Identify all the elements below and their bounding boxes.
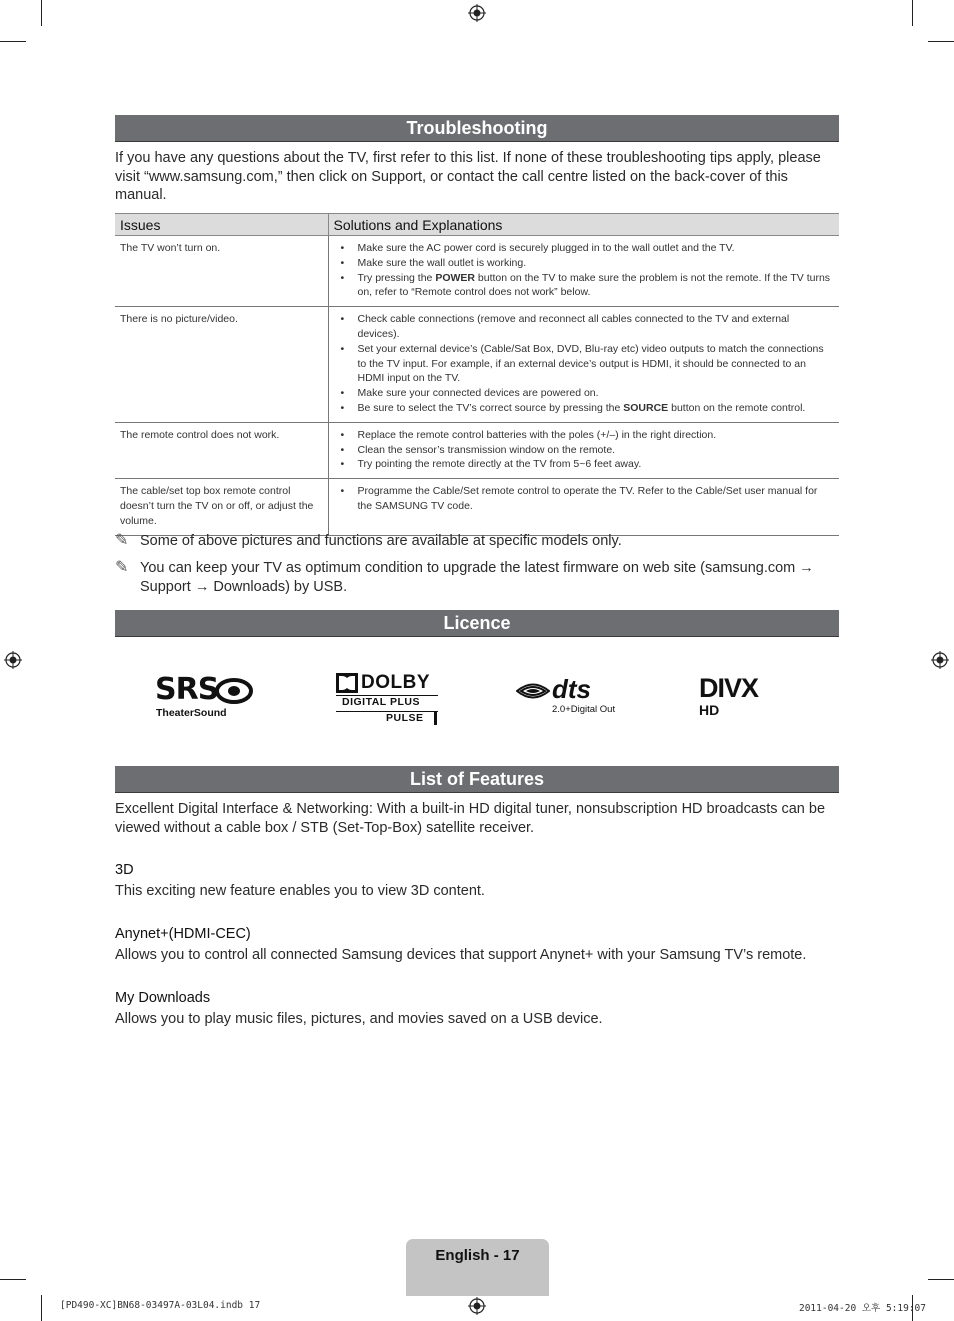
troubleshooting-table xyxy=(115,213,839,536)
crop-mark xyxy=(41,0,42,26)
crop-mark xyxy=(0,1279,26,1280)
divx-logo-text: DIVX xyxy=(699,673,759,703)
dts-logo-subtext: 2.0+Digital Out xyxy=(552,704,616,715)
table-row xyxy=(115,236,839,307)
column-header-solutions: Solutions and Explanations xyxy=(328,214,839,236)
dolby-digital-plus-logo xyxy=(336,673,438,726)
issue-cell: The TV won’t turn on. xyxy=(115,236,328,307)
list-item: • Replace the remote control batteries with the poles (+/–) in the right direction. xyxy=(341,428,835,443)
srs-logo-subtext: TheaterSound xyxy=(156,707,227,719)
dts-logo-text: dts xyxy=(552,674,591,704)
note-pencil-icon: ✎ xyxy=(115,559,129,576)
note-text: You can keep your TV as optimum condition to upgrade the latest firmware on web site (samsung.com → Support → Downloads) by USB. xyxy=(140,560,814,595)
list-item: • Try pointing the remote directly at the TV from 5~6 feet away. xyxy=(341,457,835,472)
dolby-digital-plus-text: DIGITAL PLUS xyxy=(342,696,420,708)
issue-cell: The remote control does not work. xyxy=(115,422,328,478)
registration-mark-icon xyxy=(931,651,949,669)
list-item: • Try pressing the POWER button on the TV to make sure the problem is not the remote. If the TV turns on, refer to “Remote control does not work” below. xyxy=(341,271,835,301)
solutions-cell xyxy=(328,479,839,535)
feature-title-3d: 3D xyxy=(115,862,134,878)
list-item: • Be sure to select the TV’s correct source by pressing the SOURCE button on the remote control. xyxy=(341,401,835,416)
feature-body-3d: This exciting new feature enables you to view 3D content. xyxy=(115,883,485,899)
issue-cell: The cable/set top box remote control doesn’t turn the TV on or off, or adjust the volume. xyxy=(115,479,328,535)
dts-swoosh-icon xyxy=(516,682,550,700)
crop-mark xyxy=(0,41,26,42)
list-item: • Make sure your connected devices are powered on. xyxy=(341,386,835,401)
note-models xyxy=(115,532,839,551)
note-firmware xyxy=(115,559,839,596)
list-item: • Make sure the AC power cord is securely plugged in to the wall outlet and the TV. xyxy=(341,241,835,256)
features-intro: Excellent Digital Interface & Networking: With a built-in HD digital tuner, nonsubscription HD broadcasts can be viewed without a cable box / STB (Set-Top-Box) satellite receiver. xyxy=(115,801,826,836)
list-item: • Programme the Cable/Set remote control to operate the TV. Refer to the Cable/Set user manual for the SAMSUNG TV code. xyxy=(341,484,835,514)
registration-mark-icon xyxy=(468,1297,486,1315)
feature-body-anynet: Allows you to control all connected Samsung devices that support Anynet+ with your Samsung TV’s remote. xyxy=(115,947,807,963)
table-row xyxy=(115,307,839,423)
note-pencil-icon: ✎ xyxy=(115,532,129,549)
troubleshooting-intro: If you have any questions about the TV, first refer to this list. If none of these troubleshooting tips apply, please visit “www.samsung.com,” then click on Support, or contact the call centre listed on the back-cover of this manual. xyxy=(115,150,821,203)
crop-mark xyxy=(928,41,954,42)
troubleshooting-table-body xyxy=(115,236,839,536)
list-item: • Clean the sensor’s transmission window on the remote. xyxy=(341,443,835,458)
dolby-logo-text: DOLBY xyxy=(361,672,430,693)
solutions-list xyxy=(341,241,835,300)
licence-heading: Licence xyxy=(115,610,839,637)
solutions-list xyxy=(341,484,835,514)
list-item: • Check cable connections (remove and reconnect all cables connected to the TV and external devices). xyxy=(341,312,835,342)
feature-title-anynet: Anynet+(HDMI-CEC) xyxy=(115,926,251,942)
solutions-cell xyxy=(328,307,839,423)
registration-mark-icon xyxy=(468,4,486,22)
table-row xyxy=(115,479,839,535)
table-header-row xyxy=(115,214,839,236)
srs-circle-icon xyxy=(215,678,253,704)
column-header-issues: Issues xyxy=(115,214,328,236)
registration-mark-icon xyxy=(4,651,22,669)
dolby-double-d-icon xyxy=(336,673,358,693)
dts-logo xyxy=(516,674,621,718)
footer-file-info: [PD490-XC]BN68-03497A-03L04.indb 17 xyxy=(60,1300,261,1311)
crop-mark xyxy=(912,0,913,26)
solutions-cell xyxy=(328,422,839,478)
page-number-badge: English - 17 xyxy=(406,1239,549,1296)
crop-mark xyxy=(928,1279,954,1280)
list-item: • Make sure the wall outlet is working. xyxy=(341,256,835,271)
feature-body-my-downloads: Allows you to play music files, pictures, and movies saved on a USB device. xyxy=(115,1011,603,1027)
troubleshooting-heading: Troubleshooting xyxy=(115,115,839,142)
dolby-pulse-text: PULSE xyxy=(386,712,424,724)
footer-timestamp: 2011-04-20 오후 5:19:07 xyxy=(798,1303,926,1314)
list-item: • Set your external device’s (Cable/Sat Box, DVD, Blu-ray etc) video outputs to match the connections to the TV input. For example, if an external device’s output is HDMI, it should be connected to an HDMI input on the TV. xyxy=(341,342,835,386)
solutions-list xyxy=(341,428,835,472)
table-row xyxy=(115,422,839,478)
features-heading: List of Features xyxy=(115,766,839,793)
divx-hd-logo xyxy=(699,673,795,720)
issue-cell: There is no picture/video. xyxy=(115,307,328,423)
solutions-cell xyxy=(328,236,839,307)
srs-logo-text: SRS xyxy=(155,672,219,707)
feature-title-my-downloads: My Downloads xyxy=(115,990,211,1006)
note-text: Some of above pictures and functions are available at specific models only. xyxy=(140,533,622,549)
divx-hd-text: HD xyxy=(699,702,720,718)
crop-mark xyxy=(41,1295,42,1321)
solutions-list xyxy=(341,312,835,416)
srs-theatersound-logo xyxy=(155,672,260,722)
